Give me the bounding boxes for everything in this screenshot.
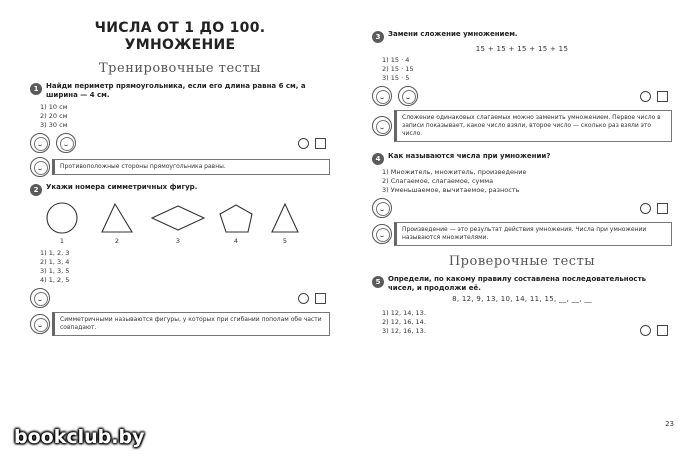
figure-label: 3 (175, 237, 181, 245)
answer-row (372, 306, 672, 336)
owl-face-icon (30, 288, 50, 308)
hint-text: Противоположные стороны прямоугольника равны. (52, 159, 330, 175)
question-4 (372, 152, 672, 165)
circle-checkbox[interactable] (640, 203, 651, 214)
hint-text: Сложение одинаковых слагаемых можно заменить умножением. Первое число в записи показывает, какое число взяли, второе число — сколько раз взяли это число. (394, 110, 672, 142)
hint-block (30, 312, 330, 336)
self-check-row (372, 86, 672, 106)
circle-checkbox[interactable] (298, 293, 309, 304)
circle-checkbox[interactable] (298, 138, 309, 149)
question-2 (30, 183, 330, 196)
figure-label: 2 (114, 237, 120, 245)
answer-option[interactable]: 3) 12, 16, 13. (382, 327, 426, 335)
owl-face-icon (372, 86, 392, 106)
square-checkbox[interactable] (315, 293, 326, 304)
question-5 (372, 275, 672, 293)
hint-text: Симметричными называются фигуры, у которых при сгибании пополам обе части совпадают. (52, 312, 330, 336)
owl-face-icon (30, 157, 50, 177)
answer-option[interactable]: 2) 20 см (40, 112, 68, 120)
answer-options (382, 168, 672, 195)
circle-checkbox[interactable] (640, 325, 651, 336)
question-number-badge: 3 (372, 31, 384, 43)
answer-option[interactable]: 3) 1, 3, 5 (40, 267, 70, 275)
watermark: bookclub.by (14, 426, 145, 448)
answer-options (40, 103, 330, 130)
question-number-badge: 4 (372, 153, 384, 165)
question-text: Как называются числа при умножении? (388, 152, 551, 160)
section-title-check: Проверочные тесты (448, 254, 596, 269)
triangle-figure (102, 204, 132, 232)
question-text: Найди периметр прямоугольника, если его длина равна 6 см, а ширина — 4 см. (46, 82, 306, 99)
question-text: Определи, по какому правилу составлена последовательность чисел, и продолжи её. (388, 275, 647, 292)
question-text: Замени сложение умножением. (388, 30, 518, 38)
number-sequence: 8, 12, 9, 13, 10, 14, 11, 15, __, __, __ (452, 295, 592, 303)
triangle-figure (272, 204, 298, 232)
question-3 (372, 30, 672, 43)
answer-option[interactable]: 3) 15 · 5 (382, 74, 410, 82)
question-text: Укажи номера симметричных фигур. (46, 183, 198, 191)
answer-options (382, 309, 426, 336)
circle-checkbox[interactable] (640, 91, 651, 102)
figure-label: 5 (282, 237, 288, 245)
expression: 15 + 15 + 15 + 15 + 15 (475, 45, 569, 53)
hint-block (30, 157, 330, 177)
owl-face-icon (398, 86, 418, 106)
left-page (30, 20, 330, 336)
answer-option[interactable]: 3) Уменьшаемое, вычитаемое, разность (382, 186, 520, 194)
square-checkbox[interactable] (657, 325, 668, 336)
chapter-title: ЧИСЛА ОТ 1 ДО 100. УМНОЖЕНИЕ (94, 20, 266, 53)
figure-label: 1 (59, 237, 65, 245)
square-checkbox[interactable] (315, 138, 326, 149)
answer-option[interactable]: 2) Слагаемое, слагаемое, сумма (382, 177, 494, 185)
page-number: 23 (665, 420, 674, 428)
hint-text: Произведение — это результат действия умножения. Числа при умножении называются множителями. (394, 222, 672, 246)
owl-face-icon (30, 133, 50, 153)
hint-block (372, 222, 672, 246)
owl-face-icon (372, 224, 392, 244)
answer-option[interactable]: 1) 1, 2, 3 (40, 249, 70, 257)
answer-option[interactable]: 3) 30 см (40, 121, 68, 129)
figures (40, 200, 330, 246)
section-title-training: Тренировочные тесты (99, 61, 261, 76)
figure-label: 4 (233, 237, 239, 245)
question-number-badge: 1 (30, 83, 42, 95)
answer-option[interactable]: 2) 15 · 15 (382, 65, 414, 73)
right-page (372, 20, 672, 336)
question-number-badge: 2 (30, 184, 42, 196)
self-check-row (372, 198, 672, 218)
circle-figure (47, 203, 77, 233)
pentagon-figure (220, 205, 252, 232)
answer-options (382, 56, 672, 83)
self-check-row (30, 133, 330, 153)
answer-option[interactable]: 2) 1, 3, 4 (40, 258, 70, 266)
answer-option[interactable]: 1) 10 см (40, 103, 68, 111)
owl-face-icon (56, 133, 76, 153)
owl-face-icon (30, 314, 50, 334)
question-number-badge: 5 (372, 276, 384, 288)
rhombus-figure (152, 206, 204, 230)
answer-option[interactable]: 1) Множитель, множитель, произведение (382, 168, 527, 176)
question-1 (30, 82, 330, 100)
self-check-row (30, 288, 330, 308)
owl-face-icon (372, 198, 392, 218)
answer-option[interactable]: 2) 12, 16, 14. (382, 318, 426, 326)
answer-option[interactable]: 1) 12, 14, 13. (382, 309, 426, 317)
owl-face-icon (372, 116, 392, 136)
square-checkbox[interactable] (657, 91, 668, 102)
answer-options (40, 249, 330, 285)
square-checkbox[interactable] (657, 203, 668, 214)
answer-option[interactable]: 1) 15 · 4 (382, 56, 410, 64)
answer-option[interactable]: 4) 1, 2, 5 (40, 276, 70, 284)
hint-block (372, 110, 672, 142)
